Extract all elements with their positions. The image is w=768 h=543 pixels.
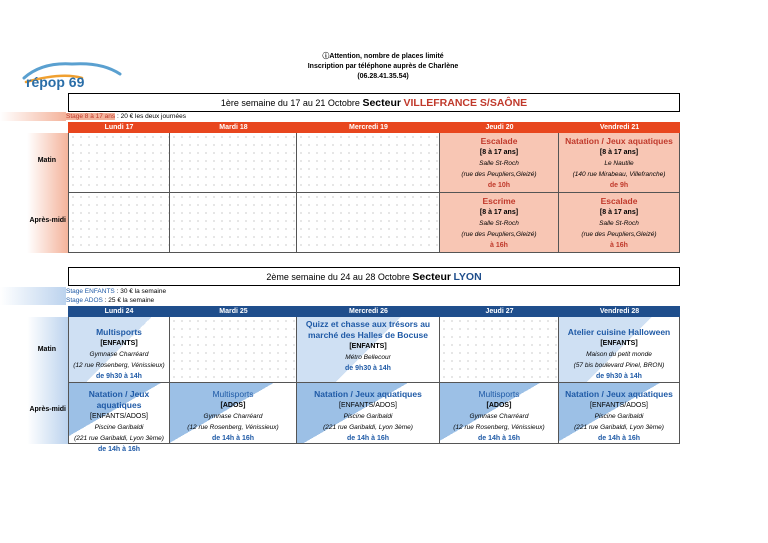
venue: Salle St-Roch [599, 220, 639, 227]
week1-sector-place: VILLEFRANCE S/SAÔNE [403, 97, 528, 109]
address: (rue des Peupliers,Gleizé) [581, 231, 657, 238]
week1-day-3: Mercredi 19 [297, 122, 440, 133]
age-range: [ENFANTS] [600, 340, 638, 347]
week1-afternoon-activity-4 [440, 193, 559, 253]
repop-logo [22, 60, 122, 90]
activity-name: Natation / Jeux aquatiques [88, 389, 150, 410]
activity-name: Multisports [212, 389, 254, 399]
time: de 14h à 16h [211, 435, 255, 442]
activity-name: Multisports [96, 327, 142, 337]
week1-row-label-bg [0, 133, 68, 253]
week1-day-5: Vendredi 21 [559, 122, 680, 133]
time: de 14h à 16h [597, 435, 641, 442]
activity-name: Multisports [478, 389, 520, 399]
week2-legend-ados-stage: Stage ADOS [66, 297, 103, 304]
week1-morning-activity-5 [559, 133, 680, 193]
age-range: [8 à 17 ans] [479, 149, 519, 156]
week1-legend-stage: Stage 8 à 17 ans [66, 113, 116, 120]
address: (221 rue Garibaldi, Lyon 3ème) [323, 424, 413, 431]
info-icon: ⓘ [322, 53, 330, 60]
notice-line3: (06.28.41.35.54) [357, 73, 409, 80]
activity-name: Escalade [480, 136, 518, 146]
time: de 9h30 à 14h [596, 373, 642, 380]
week2-legend-bar-enfants [0, 287, 66, 296]
week1-morning-activity-4 [440, 133, 559, 193]
week2-morning-activity-1 [68, 317, 170, 383]
week2-morning-empty-4 [440, 317, 559, 383]
time: de 14h à 16h [346, 435, 390, 442]
time: à 16h [610, 242, 628, 249]
age-range: [ENFANTS/ADOS] [590, 402, 648, 409]
address: (12 rue Rosenberg, Vénissieux) [453, 424, 545, 431]
address: (rue des Peupliers,Gleizé) [461, 171, 537, 178]
week2-title-prefix: 2ème semaine du 24 au 28 Octobre [266, 272, 410, 282]
week2-row-matin: Matin [37, 346, 56, 353]
venue: Gymnase Charréard [469, 413, 529, 420]
age-range: [ENFANTS/ADOS] [339, 402, 397, 409]
venue: Gymnase Charréard [89, 351, 149, 358]
week2-day-2: Mardi 25 [170, 306, 297, 317]
age-range: [ADOS] [220, 402, 246, 409]
venue: Gymnase Charréard [203, 413, 263, 420]
time: de 14h à 16h [97, 446, 141, 453]
week1-morning-empty-2 [170, 133, 297, 193]
week2-title [68, 267, 680, 286]
activity-name: Escrime [482, 196, 516, 206]
week1-afternoon-activity-5 [559, 193, 680, 253]
week2-legend-enfants-price: : 30 € la semaine [114, 288, 167, 295]
activity-name: Natation / Jeux aquatiques [565, 389, 673, 399]
activity-name: Natation / Jeux aquatiques [565, 136, 673, 146]
week2-sector-place: LYON [453, 271, 482, 283]
notice-line2: Inscription par téléphone auprès de Charlène [307, 63, 459, 70]
activity-name: Natation / Jeux aquatiques [314, 389, 422, 399]
address: (12 rue Rosenberg, Vénissieux) [187, 424, 279, 431]
age-range: [8 à 17 ans] [479, 209, 519, 216]
venue: Maison du petit monde [586, 351, 652, 358]
age-range: [8 à 17 ans] [599, 209, 639, 216]
week1-afternoon-empty-3 [297, 193, 440, 253]
time: de 9h [609, 182, 629, 189]
week1-legend-bar [0, 112, 66, 121]
week1-row-apres-midi: Après-midi [29, 217, 66, 224]
time: de 9h30 à 14h [96, 373, 142, 380]
venue: Salle St-Roch [479, 220, 519, 227]
week2-day-4: Jeudi 27 [440, 306, 559, 317]
week2-row-apres-midi: Après-midi [29, 406, 66, 413]
week1-legend [66, 112, 186, 121]
age-range: [ENFANTS/ADOS] [90, 413, 148, 420]
week1-title [68, 93, 680, 112]
week2-day-3: Mercredi 26 [297, 306, 440, 317]
week2-morning-empty-2 [170, 317, 297, 383]
week1-morning-empty-3 [297, 133, 440, 193]
week2-legend-enfants [66, 287, 166, 296]
age-range: [ENFANTS] [100, 340, 138, 347]
venue: Piscine Garibaldi [594, 413, 644, 420]
week1-day-4: Jeudi 20 [440, 122, 559, 133]
age-range: [ADOS] [486, 402, 512, 409]
week2-day-5: Vendredi 28 [559, 306, 680, 317]
week2-legend-bar-ados [0, 296, 66, 305]
week1-sector-word: Secteur [362, 97, 401, 109]
week1-day-2: Mardi 18 [170, 122, 297, 133]
activity-name: Quizz et chasse aux trésors au marché des Halles de Bocuse [305, 319, 431, 340]
time: à 16h [490, 242, 508, 249]
week2-afternoon-activity-5 [559, 383, 680, 444]
week2-morning-activity-3 [297, 317, 440, 383]
week1-table [68, 122, 680, 253]
address: (57 bis boulevard Pinel, BRON) [573, 362, 665, 369]
notice-line1: Attention, nombre de places limité [329, 53, 444, 60]
week1-row-matin: Matin [37, 157, 56, 164]
week2-afternoon-activity-3 [297, 383, 440, 444]
address: (12 rue Rosenberg, Vénissieux) [73, 362, 165, 369]
week1-afternoon-empty-2 [170, 193, 297, 253]
venue: Piscine Garibaldi [94, 424, 144, 431]
time: de 14h à 16h [477, 435, 521, 442]
week2-day-1: Lundi 24 [68, 306, 170, 317]
week1-morning-empty-1 [68, 133, 170, 193]
time: de 10h [487, 182, 511, 189]
venue: Métro Bellecour [345, 354, 391, 361]
time: de 9h30 à 14h [345, 365, 391, 372]
week2-legend-ados-price: : 25 € la semaine [102, 297, 155, 304]
week1-title-prefix: 1ère semaine du 17 au 21 Octobre [220, 98, 360, 108]
address: (rue des Peupliers,Gleizé) [461, 231, 537, 238]
week2-table [68, 306, 680, 453]
week2-row-label-bg [0, 317, 68, 444]
venue: Le Nautile [604, 160, 634, 167]
logo-text: répop 69 [26, 74, 85, 90]
week1-legend-price: : 20 € les deux journées [115, 113, 186, 120]
week2-afternoon-activity-1 [68, 383, 170, 453]
age-range: [8 à 17 ans] [599, 149, 639, 156]
week2-morning-activity-5 [559, 317, 680, 383]
venue: Piscine Garibaldi [343, 413, 393, 420]
venue: Salle St-Roch [479, 160, 519, 167]
week2-sector-word: Secteur [412, 271, 451, 283]
notice [228, 52, 538, 82]
week2-afternoon-activity-4 [440, 383, 559, 444]
week1-day-1: Lundi 17 [68, 122, 170, 133]
activity-name: Atelier cuisine Halloween [567, 327, 671, 337]
week1-afternoon-empty-1 [68, 193, 170, 253]
age-range: [ENFANTS] [349, 343, 387, 350]
week2-afternoon-activity-2 [170, 383, 297, 444]
week2-legend-enfants-stage: Stage ENFANTS [66, 288, 115, 295]
address: (221 rue Garibaldi, Lyon 3ème) [574, 424, 664, 431]
address: (140 rue Mirabeau, Villefranche) [572, 171, 666, 178]
address: (221 rue Garibaldi, Lyon 3ème) [74, 435, 164, 442]
week2-legend-ados [66, 296, 154, 305]
activity-name: Escalade [600, 196, 638, 206]
